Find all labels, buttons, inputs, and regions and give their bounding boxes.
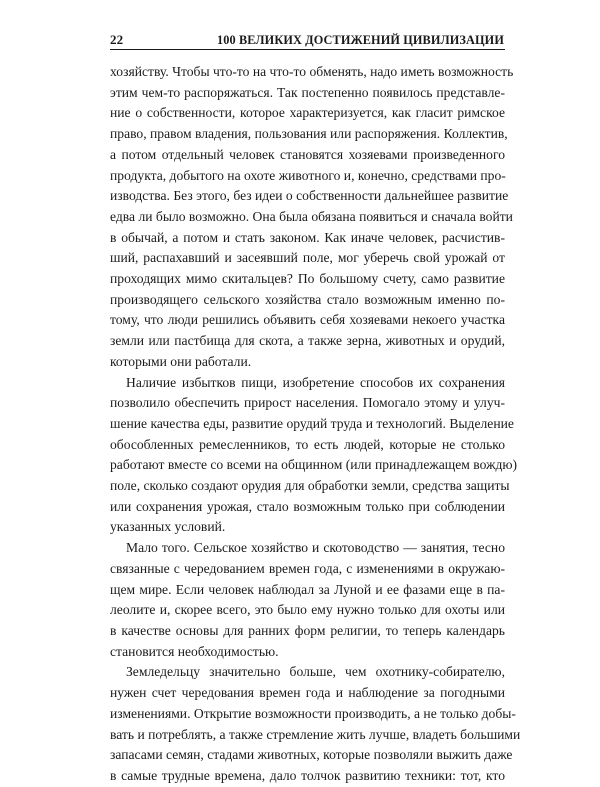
text-line: обособленных ремесленников, то есть людей, которые не столько xyxy=(110,436,505,452)
text-line: Земледельцу значительно больше, чем охотнику-собирателю, xyxy=(126,664,505,680)
text-line: изводства. Без этого, без идеи о собственности дальнейшее развитие xyxy=(110,188,509,204)
text-line: в обычай, а потом и стать законом. Как иначе человек, расчистив- xyxy=(110,229,505,245)
header-rule xyxy=(110,49,505,50)
text-line: продукта, добытого на охоте животного и, конечно, средствами про- xyxy=(110,167,506,183)
text-line: запасами семян, стадами животных, которые позволяли выжить даже xyxy=(110,747,513,763)
text-line: шение качества еды, развитие орудий труда и технологий. Выделение xyxy=(110,415,514,431)
paragraph xyxy=(110,62,514,373)
text-line: земли или пастбища для скота, а также зерна, животных и орудий, xyxy=(110,333,505,349)
paragraph xyxy=(110,373,518,539)
text-line: поле, сколько создают орудия для обработки земли, средства защиты xyxy=(110,478,510,494)
text-line: проходящих мимо скитальцев? По большому счету, само развитие xyxy=(110,271,505,287)
text-line: а потом отдельный человек становятся хозяевами произведенного xyxy=(110,146,505,162)
text-line: указанных условий. xyxy=(110,519,226,535)
text-line: Наличие избытков пищи, изобретение способов их сохранения xyxy=(126,374,505,390)
text-line: вать и потреблять, а также стремление жить лучше, владеть большими xyxy=(110,726,521,742)
text-line: ние о собственности, которое характеризуется, как гласит римское xyxy=(110,105,505,121)
text-line: право, правом владения, пользования или распоряжения. Коллектив, xyxy=(110,126,508,142)
page-number: 22 xyxy=(110,32,124,47)
text-line: Мало того. Сельское хозяйство и скотоводство — занятия, тесно xyxy=(126,540,505,556)
text-line: которыми они работали. xyxy=(110,353,252,369)
text-line: в самые трудные времена, дало толчок развитию техники: тот, кто xyxy=(110,767,505,783)
text-line: леолите и, скорее всего, это было ему нужно только для охоты или xyxy=(110,602,505,618)
text-line: хозяйству. Чтобы что-то на что-то обменять, надо иметь возможность xyxy=(110,64,514,79)
text-line: щем мире. Если человек наблюдал за Луной и ее фазами еще в па- xyxy=(110,581,505,597)
text-line: работают вместе со всеми на общинном (или принадлежащем вождю) xyxy=(110,457,518,473)
text-line: нужен счет чередования времен года и наблюдение за погодными xyxy=(110,685,505,701)
text-line: становится необходимостью. xyxy=(110,643,279,659)
text-line: изменениями. Открытие возможности производить, а не только добы- xyxy=(110,705,516,721)
text-line: связанные с чередованием времен года, с изменениями в окружаю- xyxy=(110,560,505,576)
body-text xyxy=(110,62,521,787)
text-line: позволило обеспечить прирост населения. Помогало этому и улуч- xyxy=(110,395,505,411)
paragraph xyxy=(110,662,521,786)
text-line: едва ли было возможно. Она была обязана появиться и сначала войти xyxy=(110,208,513,224)
text-line: тому, что люди решились объявить себя хозяевами некоего участка xyxy=(110,312,505,328)
text-line: в качестве основы для ранних форм религии, то теперь календарь xyxy=(110,622,505,638)
text-line: этим чем-то распоряжаться. Так постепенно появилось представле- xyxy=(110,84,505,100)
text-line: ший, распахавший и засеявший поле, мог уберечь свой урожай от xyxy=(110,250,505,266)
running-title: 100 ВЕЛИКИХ ДОСТИЖЕНИЙ ЦИВИЛИЗАЦИИ xyxy=(217,33,504,47)
paragraph xyxy=(110,538,505,662)
running-head xyxy=(110,32,504,48)
text-line: производящего сельского хозяйства стало возможным именно по- xyxy=(110,291,505,307)
text-line: или сохранения урожая, стало возможным только при соблюдении xyxy=(110,498,505,514)
